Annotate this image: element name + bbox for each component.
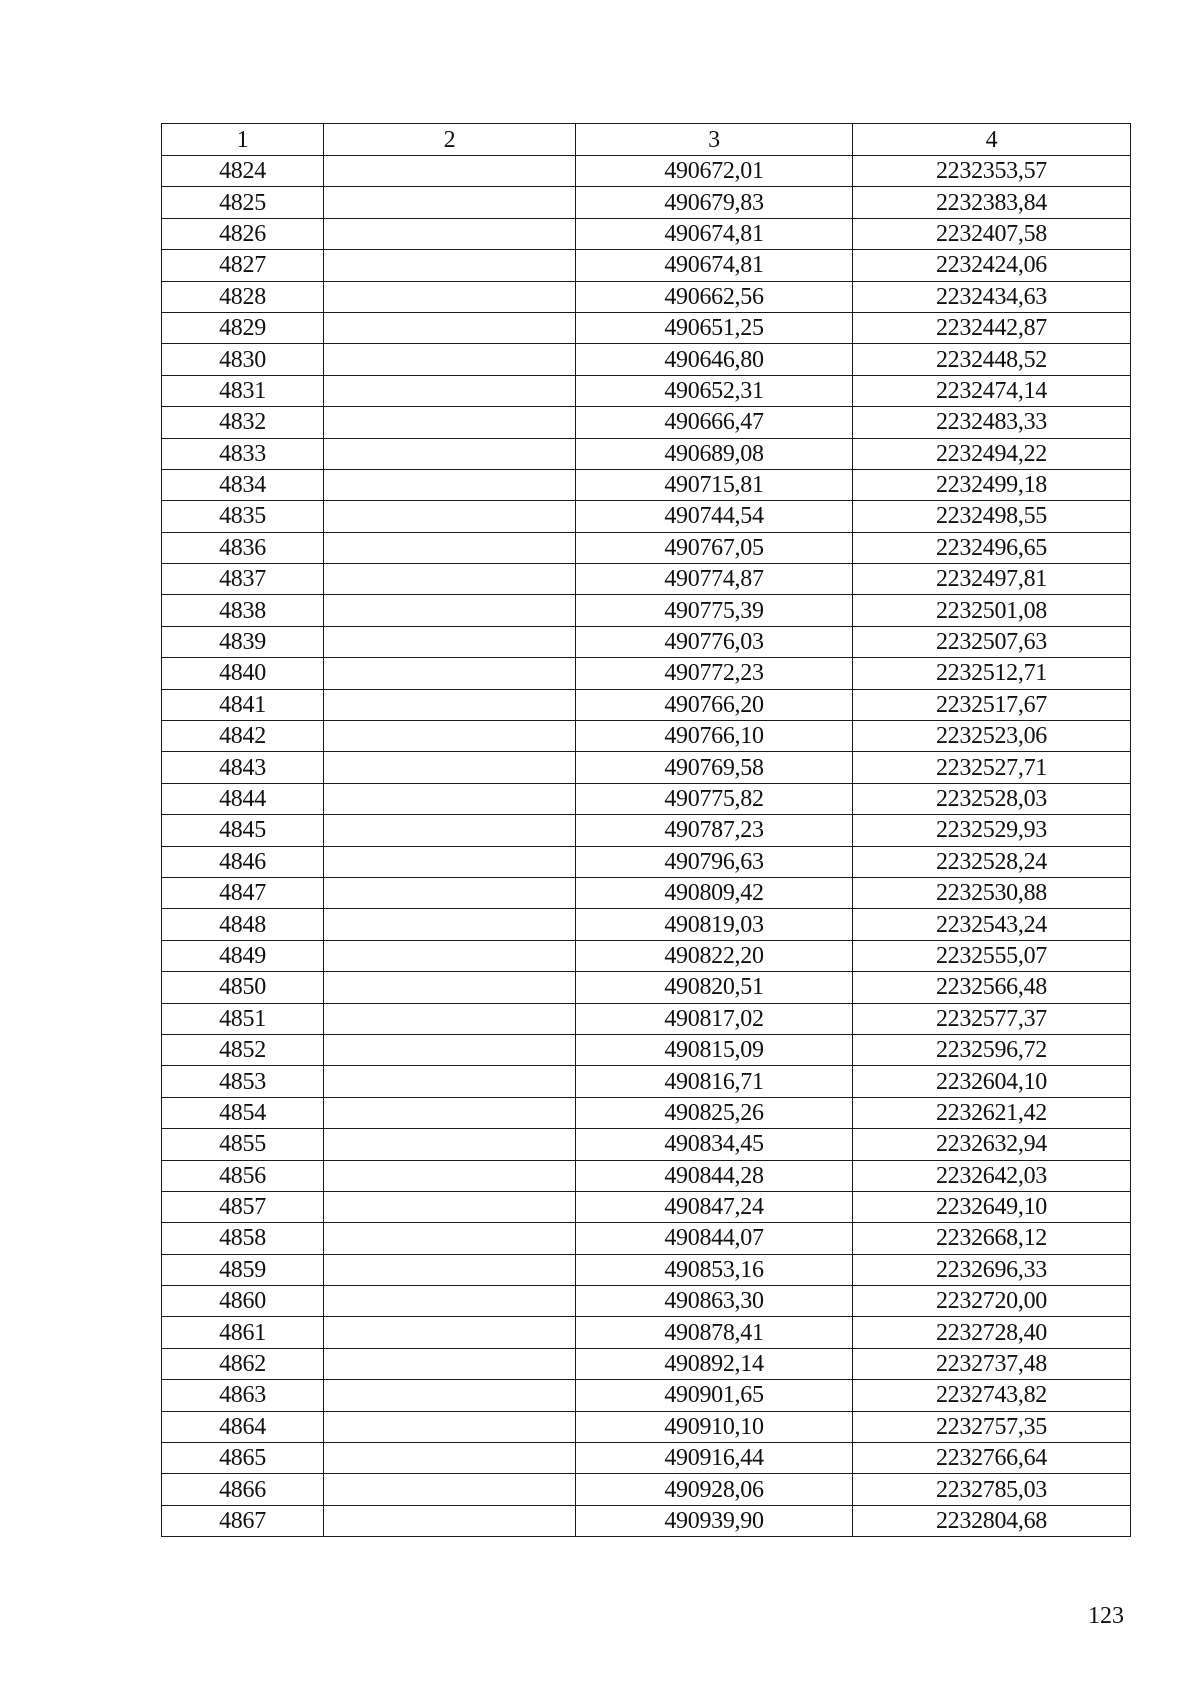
name-cell bbox=[324, 469, 576, 500]
point-number-cell: 4859 bbox=[162, 1254, 324, 1285]
y-coordinate-cell: 2232527,71 bbox=[853, 752, 1131, 783]
y-coordinate-cell: 2232407,58 bbox=[853, 218, 1131, 249]
point-number-cell: 4862 bbox=[162, 1348, 324, 1379]
y-coordinate-cell: 2232507,63 bbox=[853, 626, 1131, 657]
table-row bbox=[162, 1254, 1131, 1285]
table-row bbox=[162, 250, 1131, 281]
table-header bbox=[162, 124, 1131, 156]
x-coordinate-cell: 490766,10 bbox=[576, 721, 853, 752]
point-number-cell: 4824 bbox=[162, 156, 324, 187]
y-coordinate-cell: 2232804,68 bbox=[853, 1505, 1131, 1536]
x-coordinate-cell: 490863,30 bbox=[576, 1286, 853, 1317]
name-cell bbox=[324, 1474, 576, 1505]
point-number-cell: 4846 bbox=[162, 846, 324, 877]
x-coordinate-cell: 490767,05 bbox=[576, 532, 853, 563]
point-number-cell: 4825 bbox=[162, 187, 324, 218]
name-cell bbox=[324, 501, 576, 532]
name-cell bbox=[324, 1411, 576, 1442]
table-row bbox=[162, 1317, 1131, 1348]
table-row bbox=[162, 1348, 1131, 1379]
y-coordinate-cell: 2232766,64 bbox=[853, 1443, 1131, 1474]
name-cell bbox=[324, 1254, 576, 1285]
x-coordinate-cell: 490744,54 bbox=[576, 501, 853, 532]
table-row bbox=[162, 312, 1131, 343]
table-row bbox=[162, 564, 1131, 595]
name-cell bbox=[324, 1505, 576, 1536]
point-number-cell: 4851 bbox=[162, 1003, 324, 1034]
x-coordinate-cell: 490853,16 bbox=[576, 1254, 853, 1285]
x-coordinate-cell: 490910,10 bbox=[576, 1411, 853, 1442]
y-coordinate-cell: 2232566,48 bbox=[853, 972, 1131, 1003]
y-coordinate-cell: 2232530,88 bbox=[853, 877, 1131, 908]
name-cell bbox=[324, 1317, 576, 1348]
table-row bbox=[162, 281, 1131, 312]
name-cell bbox=[324, 877, 576, 908]
x-coordinate-cell: 490939,90 bbox=[576, 1505, 853, 1536]
x-coordinate-cell: 490844,28 bbox=[576, 1160, 853, 1191]
name-cell bbox=[324, 438, 576, 469]
point-number-cell: 4836 bbox=[162, 532, 324, 563]
y-coordinate-cell: 2232528,03 bbox=[853, 783, 1131, 814]
table-row bbox=[162, 689, 1131, 720]
page-number: 123 bbox=[1088, 1603, 1124, 1629]
y-coordinate-cell: 2232496,65 bbox=[853, 532, 1131, 563]
name-cell bbox=[324, 1034, 576, 1065]
x-coordinate-cell: 490901,65 bbox=[576, 1380, 853, 1411]
table-row bbox=[162, 1411, 1131, 1442]
point-number-cell: 4856 bbox=[162, 1160, 324, 1191]
table-row bbox=[162, 752, 1131, 783]
coordinates-table bbox=[161, 123, 1131, 1537]
x-coordinate-cell: 490815,09 bbox=[576, 1034, 853, 1065]
y-coordinate-cell: 2232497,81 bbox=[853, 564, 1131, 595]
point-number-cell: 4867 bbox=[162, 1505, 324, 1536]
point-number-cell: 4837 bbox=[162, 564, 324, 595]
point-number-cell: 4834 bbox=[162, 469, 324, 500]
point-number-cell: 4853 bbox=[162, 1066, 324, 1097]
name-cell bbox=[324, 1097, 576, 1128]
name-cell bbox=[324, 344, 576, 375]
point-number-cell: 4860 bbox=[162, 1286, 324, 1317]
column-header-2: 2 bbox=[324, 124, 576, 156]
y-coordinate-cell: 2232434,63 bbox=[853, 281, 1131, 312]
x-coordinate-cell: 490652,31 bbox=[576, 375, 853, 406]
point-number-cell: 4835 bbox=[162, 501, 324, 532]
y-coordinate-cell: 2232668,12 bbox=[853, 1223, 1131, 1254]
x-coordinate-cell: 490878,41 bbox=[576, 1317, 853, 1348]
x-coordinate-cell: 490834,45 bbox=[576, 1129, 853, 1160]
y-coordinate-cell: 2232512,71 bbox=[853, 658, 1131, 689]
y-coordinate-cell: 2232577,37 bbox=[853, 1003, 1131, 1034]
y-coordinate-cell: 2232529,93 bbox=[853, 815, 1131, 846]
name-cell bbox=[324, 1129, 576, 1160]
y-coordinate-cell: 2232785,03 bbox=[853, 1474, 1131, 1505]
point-number-cell: 4843 bbox=[162, 752, 324, 783]
name-cell bbox=[324, 815, 576, 846]
table-row bbox=[162, 1003, 1131, 1034]
y-coordinate-cell: 2232737,48 bbox=[853, 1348, 1131, 1379]
name-cell bbox=[324, 1191, 576, 1222]
name-cell bbox=[324, 909, 576, 940]
table-row bbox=[162, 626, 1131, 657]
point-number-cell: 4827 bbox=[162, 250, 324, 281]
x-coordinate-cell: 490825,26 bbox=[576, 1097, 853, 1128]
name-cell bbox=[324, 407, 576, 438]
point-number-cell: 4845 bbox=[162, 815, 324, 846]
y-coordinate-cell: 2232621,42 bbox=[853, 1097, 1131, 1128]
x-coordinate-cell: 490774,87 bbox=[576, 564, 853, 595]
y-coordinate-cell: 2232353,57 bbox=[853, 156, 1131, 187]
x-coordinate-cell: 490772,23 bbox=[576, 658, 853, 689]
point-number-cell: 4844 bbox=[162, 783, 324, 814]
y-coordinate-cell: 2232596,72 bbox=[853, 1034, 1131, 1065]
name-cell bbox=[324, 1066, 576, 1097]
table-body bbox=[162, 156, 1131, 1537]
x-coordinate-cell: 490766,20 bbox=[576, 689, 853, 720]
name-cell bbox=[324, 595, 576, 626]
name-cell bbox=[324, 1003, 576, 1034]
point-number-cell: 4831 bbox=[162, 375, 324, 406]
name-cell bbox=[324, 156, 576, 187]
y-coordinate-cell: 2232494,22 bbox=[853, 438, 1131, 469]
table-row bbox=[162, 1505, 1131, 1536]
x-coordinate-cell: 490916,44 bbox=[576, 1443, 853, 1474]
y-coordinate-cell: 2232501,08 bbox=[853, 595, 1131, 626]
table-row bbox=[162, 501, 1131, 532]
y-coordinate-cell: 2232448,52 bbox=[853, 344, 1131, 375]
table-row bbox=[162, 972, 1131, 1003]
table-row bbox=[162, 469, 1131, 500]
x-coordinate-cell: 490819,03 bbox=[576, 909, 853, 940]
y-coordinate-cell: 2232517,67 bbox=[853, 689, 1131, 720]
point-number-cell: 4852 bbox=[162, 1034, 324, 1065]
table-row bbox=[162, 1066, 1131, 1097]
name-cell bbox=[324, 1286, 576, 1317]
table-row bbox=[162, 815, 1131, 846]
y-coordinate-cell: 2232442,87 bbox=[853, 312, 1131, 343]
x-coordinate-cell: 490769,58 bbox=[576, 752, 853, 783]
x-coordinate-cell: 490674,81 bbox=[576, 250, 853, 281]
table-row bbox=[162, 658, 1131, 689]
point-number-cell: 4829 bbox=[162, 312, 324, 343]
x-coordinate-cell: 490679,83 bbox=[576, 187, 853, 218]
x-coordinate-cell: 490775,39 bbox=[576, 595, 853, 626]
y-coordinate-cell: 2232498,55 bbox=[853, 501, 1131, 532]
table-row bbox=[162, 909, 1131, 940]
point-number-cell: 4861 bbox=[162, 1317, 324, 1348]
x-coordinate-cell: 490776,03 bbox=[576, 626, 853, 657]
table-row bbox=[162, 1034, 1131, 1065]
x-coordinate-cell: 490844,07 bbox=[576, 1223, 853, 1254]
y-coordinate-cell: 2232528,24 bbox=[853, 846, 1131, 877]
x-coordinate-cell: 490820,51 bbox=[576, 972, 853, 1003]
table-row bbox=[162, 721, 1131, 752]
point-number-cell: 4848 bbox=[162, 909, 324, 940]
y-coordinate-cell: 2232696,33 bbox=[853, 1254, 1131, 1285]
x-coordinate-cell: 490715,81 bbox=[576, 469, 853, 500]
x-coordinate-cell: 490809,42 bbox=[576, 877, 853, 908]
table-row bbox=[162, 940, 1131, 971]
table-row bbox=[162, 218, 1131, 249]
y-coordinate-cell: 2232728,40 bbox=[853, 1317, 1131, 1348]
table-row bbox=[162, 532, 1131, 563]
point-number-cell: 4866 bbox=[162, 1474, 324, 1505]
point-number-cell: 4842 bbox=[162, 721, 324, 752]
y-coordinate-cell: 2232720,00 bbox=[853, 1286, 1131, 1317]
table-row bbox=[162, 1474, 1131, 1505]
table-row bbox=[162, 375, 1131, 406]
y-coordinate-cell: 2232555,07 bbox=[853, 940, 1131, 971]
x-coordinate-cell: 490928,06 bbox=[576, 1474, 853, 1505]
point-number-cell: 4863 bbox=[162, 1380, 324, 1411]
x-coordinate-cell: 490892,14 bbox=[576, 1348, 853, 1379]
name-cell bbox=[324, 312, 576, 343]
name-cell bbox=[324, 250, 576, 281]
point-number-cell: 4849 bbox=[162, 940, 324, 971]
y-coordinate-cell: 2232499,18 bbox=[853, 469, 1131, 500]
point-number-cell: 4847 bbox=[162, 877, 324, 908]
table-row bbox=[162, 1380, 1131, 1411]
x-coordinate-cell: 490775,82 bbox=[576, 783, 853, 814]
y-coordinate-cell: 2232383,84 bbox=[853, 187, 1131, 218]
table-row bbox=[162, 1097, 1131, 1128]
point-number-cell: 4857 bbox=[162, 1191, 324, 1222]
name-cell bbox=[324, 783, 576, 814]
x-coordinate-cell: 490646,80 bbox=[576, 344, 853, 375]
table-row bbox=[162, 438, 1131, 469]
point-number-cell: 4826 bbox=[162, 218, 324, 249]
name-cell bbox=[324, 1348, 576, 1379]
table-row bbox=[162, 846, 1131, 877]
name-cell bbox=[324, 846, 576, 877]
header-row bbox=[162, 124, 1131, 156]
name-cell bbox=[324, 972, 576, 1003]
table-row bbox=[162, 1160, 1131, 1191]
name-cell bbox=[324, 218, 576, 249]
y-coordinate-cell: 2232632,94 bbox=[853, 1129, 1131, 1160]
name-cell bbox=[324, 1380, 576, 1411]
column-header-3: 3 bbox=[576, 124, 853, 156]
table-row bbox=[162, 595, 1131, 626]
point-number-cell: 4841 bbox=[162, 689, 324, 720]
point-number-cell: 4858 bbox=[162, 1223, 324, 1254]
name-cell bbox=[324, 721, 576, 752]
name-cell bbox=[324, 689, 576, 720]
point-number-cell: 4854 bbox=[162, 1097, 324, 1128]
name-cell bbox=[324, 375, 576, 406]
x-coordinate-cell: 490666,47 bbox=[576, 407, 853, 438]
table-row bbox=[162, 877, 1131, 908]
x-coordinate-cell: 490822,20 bbox=[576, 940, 853, 971]
x-coordinate-cell: 490672,01 bbox=[576, 156, 853, 187]
name-cell bbox=[324, 940, 576, 971]
x-coordinate-cell: 490817,02 bbox=[576, 1003, 853, 1034]
point-number-cell: 4855 bbox=[162, 1129, 324, 1160]
name-cell bbox=[324, 752, 576, 783]
y-coordinate-cell: 2232743,82 bbox=[853, 1380, 1131, 1411]
x-coordinate-cell: 490689,08 bbox=[576, 438, 853, 469]
x-coordinate-cell: 490787,23 bbox=[576, 815, 853, 846]
y-coordinate-cell: 2232604,10 bbox=[853, 1066, 1131, 1097]
table-row bbox=[162, 156, 1131, 187]
y-coordinate-cell: 2232757,35 bbox=[853, 1411, 1131, 1442]
name-cell bbox=[324, 1160, 576, 1191]
x-coordinate-cell: 490674,81 bbox=[576, 218, 853, 249]
table-row bbox=[162, 1286, 1131, 1317]
x-coordinate-cell: 490662,56 bbox=[576, 281, 853, 312]
table-row bbox=[162, 407, 1131, 438]
point-number-cell: 4838 bbox=[162, 595, 324, 626]
point-number-cell: 4832 bbox=[162, 407, 324, 438]
name-cell bbox=[324, 564, 576, 595]
table-row bbox=[162, 1443, 1131, 1474]
x-coordinate-cell: 490651,25 bbox=[576, 312, 853, 343]
table-row bbox=[162, 187, 1131, 218]
table-row bbox=[162, 344, 1131, 375]
table-row bbox=[162, 1223, 1131, 1254]
y-coordinate-cell: 2232642,03 bbox=[853, 1160, 1131, 1191]
point-number-cell: 4850 bbox=[162, 972, 324, 1003]
name-cell bbox=[324, 1443, 576, 1474]
x-coordinate-cell: 490796,63 bbox=[576, 846, 853, 877]
y-coordinate-cell: 2232543,24 bbox=[853, 909, 1131, 940]
point-number-cell: 4830 bbox=[162, 344, 324, 375]
table-row bbox=[162, 1191, 1131, 1222]
y-coordinate-cell: 2232424,06 bbox=[853, 250, 1131, 281]
name-cell bbox=[324, 187, 576, 218]
column-header-1: 1 bbox=[162, 124, 324, 156]
name-cell bbox=[324, 532, 576, 563]
name-cell bbox=[324, 658, 576, 689]
point-number-cell: 4839 bbox=[162, 626, 324, 657]
point-number-cell: 4828 bbox=[162, 281, 324, 312]
table-row bbox=[162, 1129, 1131, 1160]
y-coordinate-cell: 2232649,10 bbox=[853, 1191, 1131, 1222]
x-coordinate-cell: 490847,24 bbox=[576, 1191, 853, 1222]
point-number-cell: 4840 bbox=[162, 658, 324, 689]
y-coordinate-cell: 2232523,06 bbox=[853, 721, 1131, 752]
table-row bbox=[162, 783, 1131, 814]
point-number-cell: 4864 bbox=[162, 1411, 324, 1442]
name-cell bbox=[324, 281, 576, 312]
y-coordinate-cell: 2232474,14 bbox=[853, 375, 1131, 406]
point-number-cell: 4833 bbox=[162, 438, 324, 469]
column-header-4: 4 bbox=[853, 124, 1131, 156]
name-cell bbox=[324, 626, 576, 657]
point-number-cell: 4865 bbox=[162, 1443, 324, 1474]
y-coordinate-cell: 2232483,33 bbox=[853, 407, 1131, 438]
x-coordinate-cell: 490816,71 bbox=[576, 1066, 853, 1097]
name-cell bbox=[324, 1223, 576, 1254]
